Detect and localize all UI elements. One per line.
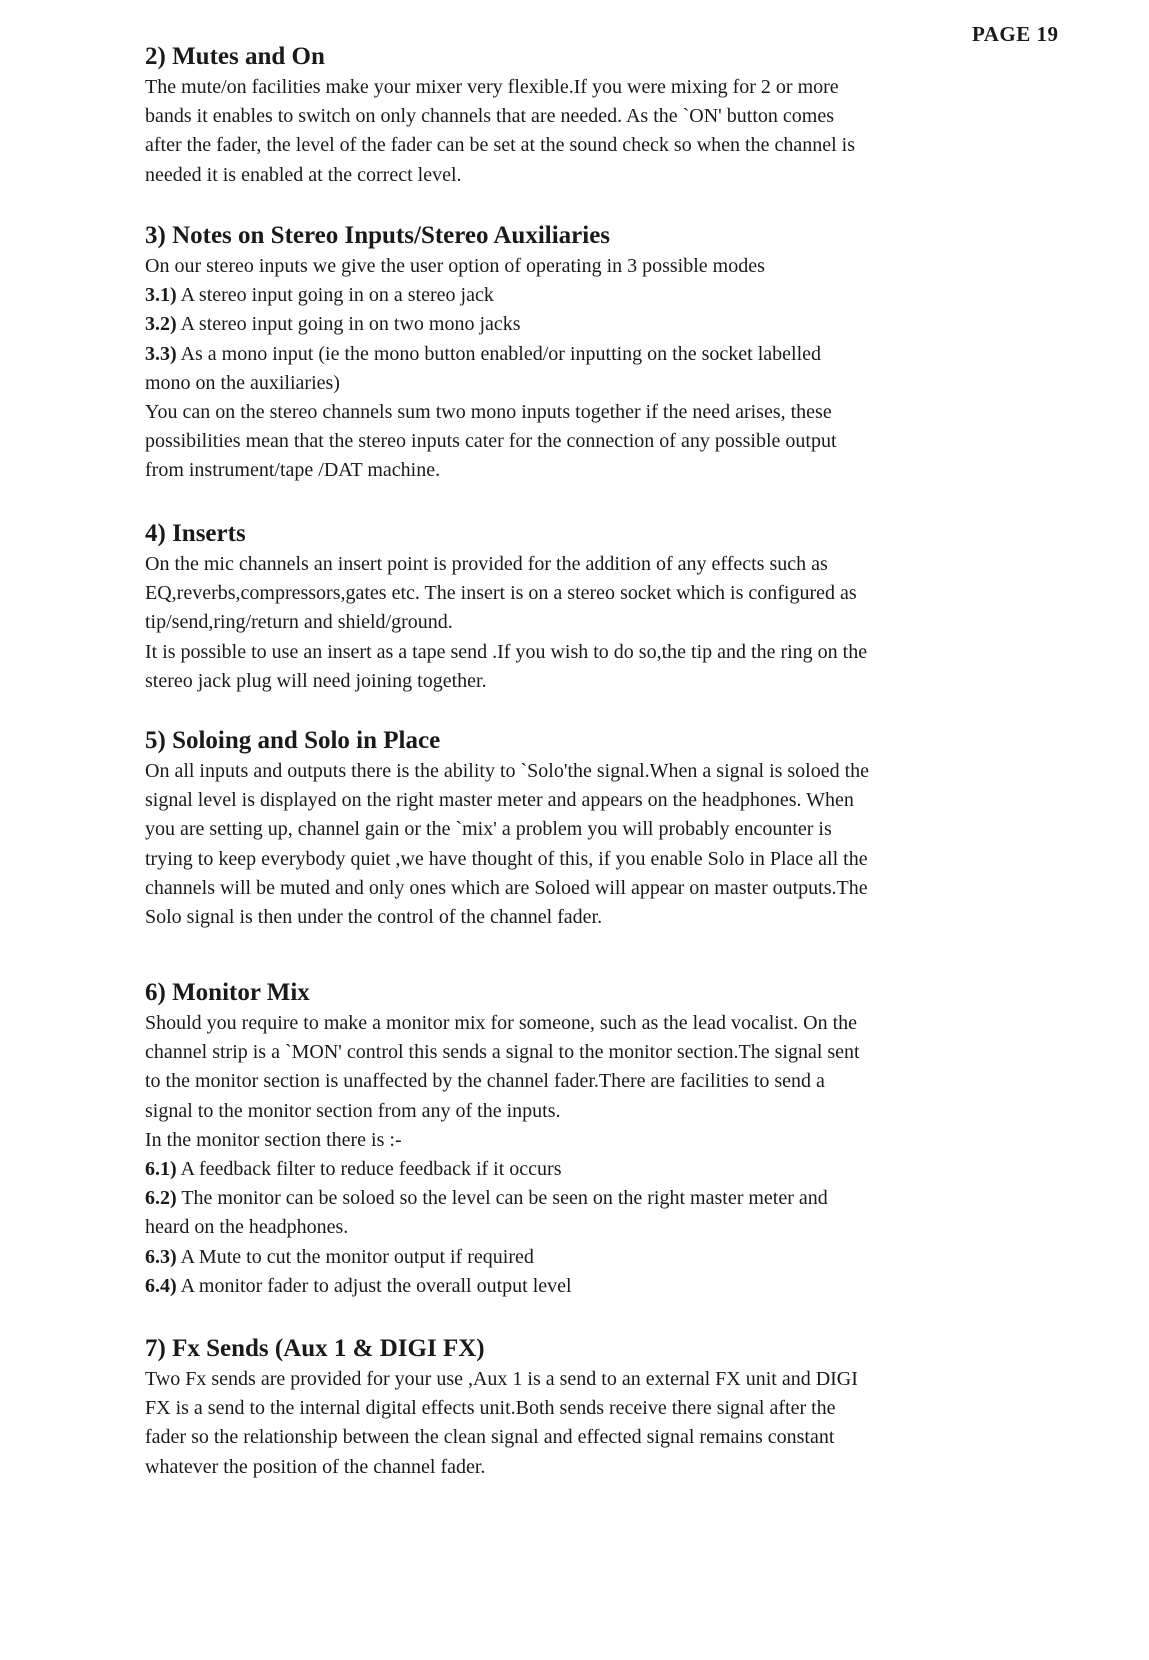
text-line: The mute/on facilities make your mixer very flexible.If you were mixing for 2 or more bbox=[145, 76, 839, 98]
text-line: You can on the stereo channels sum two mono inputs together if the need arises, these bbox=[145, 401, 832, 424]
item-number: 6.2) bbox=[145, 1187, 177, 1210]
text-line: On the mic channels an insert point is provided for the addition of any effects such as bbox=[145, 553, 828, 575]
section-fx-sends bbox=[145, 1334, 1040, 1482]
text-line: whatever the position of the channel fader. bbox=[145, 1455, 486, 1478]
text-line: tip/send,ring/return and shield/ground. bbox=[145, 611, 453, 634]
text-line: signal level is displayed on the right master meter and appears on the headphones. When bbox=[145, 789, 854, 812]
text-line: fader so the relationship between the clean signal and effected signal remains constant bbox=[145, 1426, 835, 1449]
item-number: 6.4) bbox=[145, 1274, 177, 1297]
item-text: A Mute to cut the monitor output if required bbox=[180, 1245, 534, 1268]
text-line: channels will be muted and only ones which are Soloed will appear on master outputs.The bbox=[145, 876, 868, 899]
text-line: In the monitor section there is :- bbox=[145, 1128, 402, 1151]
item-text: The monitor can be soloed so the level can be seen on the right master meter and bbox=[181, 1187, 828, 1210]
section-stereo-inputs bbox=[145, 221, 1040, 486]
text-line: from instrument/tape /DAT machine. bbox=[145, 459, 441, 482]
page-number: PAGE 19 bbox=[972, 22, 1059, 46]
item-number: 3.2) bbox=[145, 313, 177, 336]
item-text: A feedback filter to reduce feedback if it occurs bbox=[180, 1158, 562, 1181]
text-line: after the fader, the level of the fader can be set at the sound check so when the channel is bbox=[145, 134, 855, 157]
item-text: A monitor fader to adjust the overall output level bbox=[180, 1274, 572, 1297]
section-heading: 4) Inserts bbox=[145, 520, 246, 547]
list-item bbox=[145, 1184, 1040, 1213]
item-text: A stereo input going in on a stereo jack bbox=[180, 284, 494, 307]
text-line: possibilities mean that the stereo inputs cater for the connection of any possible output bbox=[145, 430, 837, 453]
text-line: stereo jack plug will need joining together. bbox=[145, 669, 487, 692]
text-line: Two Fx sends are provided for your use ,Aux 1 is a send to an external FX unit and DIGI bbox=[145, 1368, 858, 1390]
section-heading: 5) Soloing and Solo in Place bbox=[145, 727, 441, 754]
section-heading: 2) Mutes and On bbox=[145, 43, 325, 70]
text-line: needed it is enabled at the correct level. bbox=[145, 163, 462, 186]
text-line: heard on the headphones. bbox=[145, 1216, 349, 1239]
text-line: On our stereo inputs we give the user option of operating in 3 possible modes bbox=[145, 255, 765, 277]
text-line: mono on the auxiliaries) bbox=[145, 371, 340, 394]
text-line: On all inputs and outputs there is the ability to `Solo'the signal.When a signal is soloed the bbox=[145, 760, 870, 782]
item-text: As a mono input (ie the mono button enabled/or inputting on the socket labelled bbox=[180, 342, 822, 365]
section-monitor-mix bbox=[145, 978, 1040, 1301]
list-item bbox=[145, 281, 1040, 310]
text-line: trying to keep everybody quiet ,we have thought of this, if you enable Solo in Place all the bbox=[145, 847, 868, 870]
list-item bbox=[145, 340, 1040, 369]
section-heading: 7) Fx Sends (Aux 1 & DIGI FX) bbox=[145, 1335, 485, 1362]
item-number: 3.3) bbox=[145, 342, 177, 365]
text-line: Should you require to make a monitor mix for someone, such as the lead vocalist. On the bbox=[145, 1012, 858, 1034]
section-soloing bbox=[145, 726, 1040, 932]
item-text: A stereo input going in on two mono jacks bbox=[180, 313, 521, 336]
list-item bbox=[145, 1243, 1040, 1272]
list-item bbox=[145, 1155, 1040, 1184]
section-heading: 3) Notes on Stereo Inputs/Stereo Auxiliaries bbox=[145, 222, 611, 249]
text-line: signal to the monitor section from any of the inputs. bbox=[145, 1099, 561, 1122]
text-line: It is possible to use an insert as a tape send .If you wish to do so,the tip and the ring on the bbox=[145, 640, 868, 663]
item-number: 3.1) bbox=[145, 284, 177, 307]
text-line: bands it enables to switch on only channels that are needed. As the `ON' button comes bbox=[145, 105, 834, 128]
text-line: Solo signal is then under the control of the channel fader. bbox=[145, 906, 603, 929]
text-line: FX is a send to the internal digital effects unit.Both sends receive there signal after the bbox=[145, 1397, 836, 1420]
section-heading: 6) Monitor Mix bbox=[145, 979, 310, 1006]
section-mutes-and-on bbox=[145, 42, 1040, 190]
text-line: you are setting up, channel gain or the `mix' a problem you will probably encounter is bbox=[145, 818, 832, 841]
text-line: to the monitor section is unaffected by the channel fader.There are facilities to send a bbox=[145, 1070, 825, 1093]
text-line: EQ,reverbs,compressors,gates etc. The insert is on a stereo socket which is configured as bbox=[145, 582, 857, 605]
section-inserts bbox=[145, 519, 1040, 696]
list-item bbox=[145, 310, 1040, 339]
item-number: 6.1) bbox=[145, 1158, 177, 1181]
item-number: 6.3) bbox=[145, 1245, 177, 1268]
list-item bbox=[145, 1272, 1040, 1301]
text-line: channel strip is a `MON' control this sends a signal to the monitor section.The signal sent bbox=[145, 1041, 860, 1064]
